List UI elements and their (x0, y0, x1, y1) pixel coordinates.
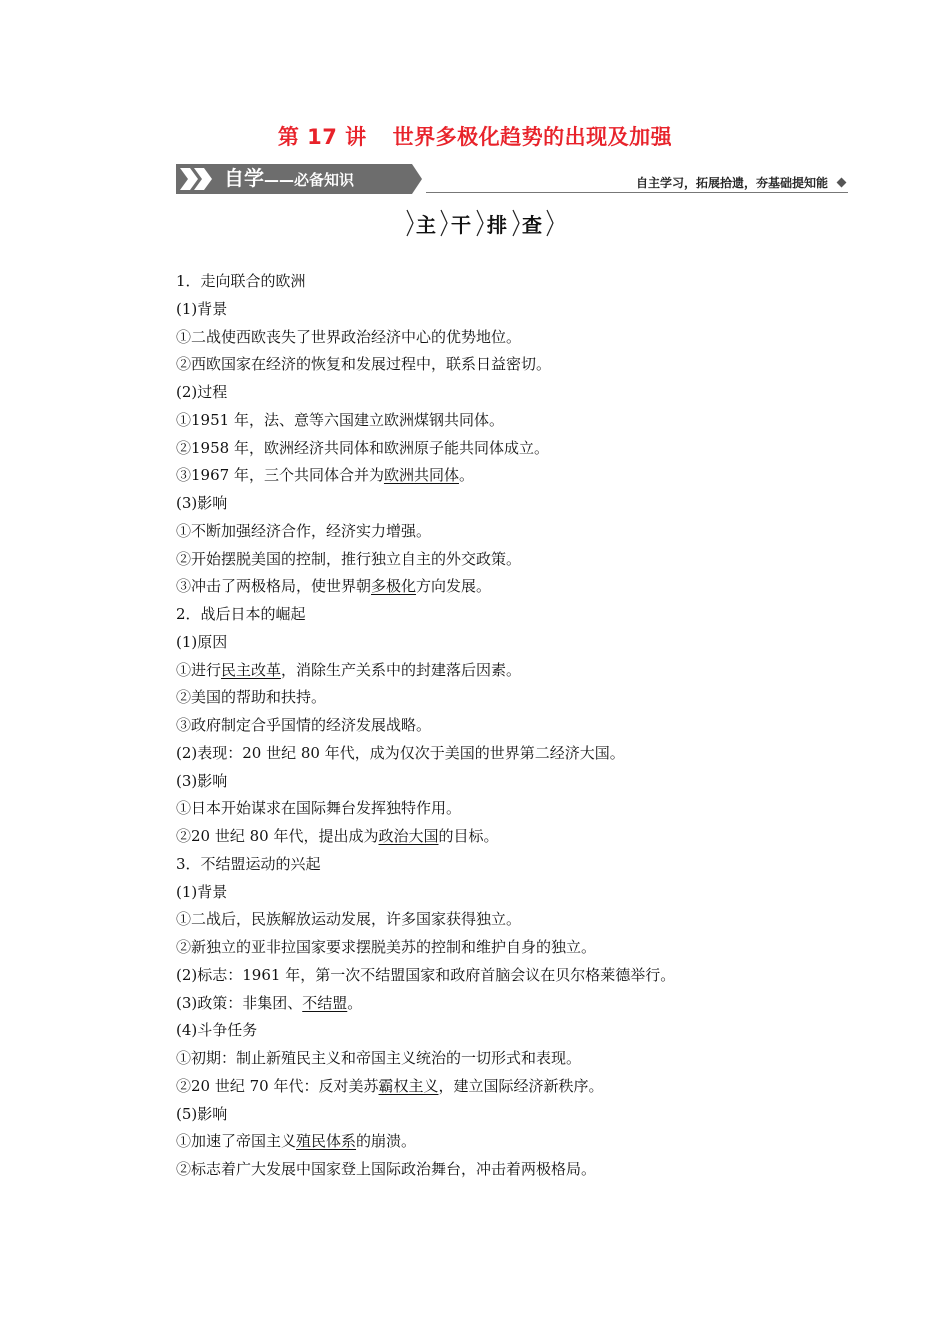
text-line (176, 462, 876, 490)
section-heading-char: 干 (451, 213, 471, 237)
underlined-keyword: 多极化 (371, 577, 417, 596)
text-segment: 2．战后日本的崛起 (176, 605, 306, 623)
text-segment: ①进行 (176, 660, 222, 679)
text-line (176, 1156, 876, 1184)
text-line (176, 1128, 876, 1156)
underlined-keyword: 殖民体系 (296, 1132, 357, 1151)
text-segment: 。 (347, 993, 363, 1012)
text-segment: 3．不结盟运动的兴起 (176, 854, 321, 873)
underlined-keyword: 欧洲共同体 (383, 466, 459, 485)
text-segment: ②1958 年，欧洲经济共同体和欧洲原子能共同体成立。 (176, 438, 549, 457)
text-line (176, 712, 876, 740)
lecture-number: 第 17 讲 (277, 125, 367, 149)
text-segment: ③政府制定合乎国情的经济发展战略。 (176, 716, 432, 734)
underlined-keyword: 霸权主义 (378, 1076, 439, 1095)
text-line (176, 934, 876, 962)
text-line (176, 1045, 876, 1073)
text-line (176, 795, 876, 823)
content-body (176, 268, 876, 1184)
text-segment: (2)表现：20 世纪 80 年代，成为仅次于美国的世界第二经济大国。 (176, 743, 625, 762)
text-segment: ②新独立的亚非拉国家要求摆脱美苏的控制和维护自身的独立。 (176, 938, 597, 956)
text-segment: ，消除生产关系中的封建落后因素。 (281, 660, 522, 679)
banner-rule (426, 192, 848, 193)
text-segment: ，建立国际经济新秩序。 (438, 1076, 604, 1095)
text-line (176, 879, 876, 907)
text-segment: ①日本开始谋求在国际舞台发挥独特作用。 (176, 799, 462, 818)
text-segment: (5)影响 (176, 1104, 228, 1123)
text-segment: 1．走向联合的欧洲 (176, 272, 306, 290)
text-segment: (1)背景 (176, 882, 228, 901)
text-segment: ①不断加强经济合作，经济实力增强。 (176, 521, 432, 540)
text-line (176, 740, 876, 768)
text-segment: ②20 世纪 80 年代，提出成为 (176, 827, 379, 845)
text-line (176, 684, 876, 712)
text-line (176, 768, 876, 796)
text-line (176, 490, 876, 518)
text-line (176, 657, 876, 685)
section-banner (176, 162, 848, 196)
text-line (176, 1017, 876, 1045)
text-segment: (1)背景 (176, 299, 228, 318)
banner-label: 自学——必备知识 (224, 166, 355, 190)
text-segment: (2)过程 (176, 383, 228, 401)
text-segment: ①二战使西欧丧失了世界政治经济中心的优势地位。 (176, 327, 522, 346)
text-line (176, 906, 876, 934)
text-segment: ②开始摆脱美国的控制，推行独立自主的外交政策。 (176, 549, 522, 568)
text-line (176, 379, 876, 407)
text-line (176, 851, 876, 879)
text-line (176, 546, 876, 574)
text-line (176, 601, 876, 629)
text-segment: (2)标志：1961 年，第一次不结盟国家和政府首脑会议在贝尔格莱德举行。 (176, 965, 676, 984)
text-segment: ②标志着广大发展中国家登上国际政治舞台，冲击着两极格局。 (176, 1160, 597, 1178)
text-segment: 的目标。 (438, 827, 499, 845)
underlined-keyword: 政治大国 (378, 827, 439, 845)
text-segment: 的崩溃。 (356, 1132, 417, 1151)
text-segment: (3)影响 (176, 494, 228, 512)
text-line (176, 573, 876, 601)
text-segment: ①初期：制止新殖民主义和帝国主义统治的一切形式和表现。 (176, 1049, 582, 1067)
text-segment: (3)影响 (176, 771, 228, 790)
text-line (176, 407, 876, 435)
text-line (176, 351, 876, 379)
text-segment: ③冲击了两极格局，使世界朝 (176, 577, 372, 596)
underlined-keyword: 不结盟 (302, 993, 348, 1012)
page-title (0, 121, 950, 151)
text-segment: ①1951 年，法、意等六国建立欧洲煤钢共同体。 (176, 410, 504, 429)
text-segment: ②美国的帮助和扶持。 (176, 688, 327, 707)
text-segment: ①加速了帝国主义 (176, 1132, 297, 1151)
text-line (176, 435, 876, 463)
text-line (176, 296, 876, 324)
text-segment: ③1967 年，三个共同体合并为 (176, 466, 384, 485)
text-segment: 方向发展。 (416, 577, 492, 596)
text-segment: ②西欧国家在经济的恢复和发展过程中，联系日益密切。 (176, 355, 552, 374)
text-line (176, 629, 876, 657)
section-heading-char: 查 (522, 213, 542, 237)
lecture-topic: 世界多极化趋势的出现及加强 (392, 125, 673, 149)
text-line (176, 518, 876, 546)
underlined-keyword: 民主改革 (221, 660, 282, 679)
text-segment: (1)原因 (176, 632, 228, 651)
text-line (176, 823, 876, 851)
banner-subtitle: 自主学习，拓展拾遗，夯基础提知能 (635, 176, 828, 190)
text-line (176, 268, 876, 296)
section-heading (405, 207, 555, 239)
section-heading-char: 排 (487, 213, 507, 237)
text-segment: (3)政策：非集团、 (176, 993, 303, 1012)
text-line (176, 962, 876, 990)
text-line (176, 1101, 876, 1129)
text-line (176, 990, 876, 1018)
text-line (176, 324, 876, 352)
text-segment: (4)斗争任务 (176, 1021, 258, 1040)
text-line (176, 1073, 876, 1101)
section-heading-char: 主 (416, 213, 436, 237)
text-segment: ②20 世纪 70 年代：反对美苏 (176, 1076, 379, 1095)
diamond-icon (837, 178, 847, 188)
text-segment: ①二战后，民族解放运动发展，许多国家获得独立。 (176, 910, 522, 929)
text-segment: 。 (458, 466, 474, 485)
